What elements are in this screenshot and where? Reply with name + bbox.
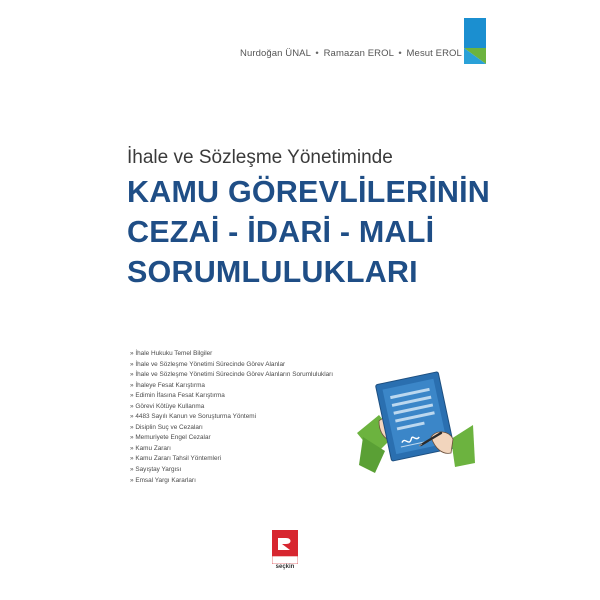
book-subtitle: İhale ve Sözleşme Yönetiminde bbox=[127, 147, 393, 168]
topic-item: » Emsal Yargı Kararları bbox=[130, 476, 333, 487]
book-cover bbox=[95, 10, 500, 590]
topic-item: » Kamu Zararı bbox=[130, 444, 333, 455]
publisher-name: seçkin bbox=[275, 564, 295, 570]
author-3: Mesut EROL bbox=[406, 48, 462, 59]
topic-item: » Edimin İfasına Fesat Karıştırma bbox=[130, 391, 333, 402]
topic-item: » Görevi Kötüye Kullanma bbox=[130, 402, 333, 413]
signing-document-illustration-icon bbox=[355, 355, 475, 485]
topic-item: » 4483 Sayılı Kanun ve Soruşturma Yöntemi bbox=[130, 412, 333, 423]
topic-item: » İhale Hukuku Temel Bilgiler bbox=[130, 349, 333, 360]
title-line-1: KAMU GÖREVLİLERİNİN bbox=[127, 175, 491, 209]
author-separator: • bbox=[315, 48, 319, 59]
author-2: Ramazan EROL bbox=[323, 48, 394, 59]
topic-item: » Disiplin Suç ve Cezaları bbox=[130, 423, 333, 434]
author-separator: • bbox=[398, 48, 402, 59]
topic-item: » Sayıştay Yargısı bbox=[130, 465, 333, 476]
topic-item: » İhale ve Sözleşme Yönetimi Sürecinde Görev Alanlar bbox=[130, 360, 333, 371]
title-line-3: SORUMLULUKLARI bbox=[127, 255, 418, 289]
topic-item: » İhaleye Fesat Karıştırma bbox=[130, 381, 333, 392]
book-title bbox=[127, 172, 490, 292]
topic-item: » Memuriyete Engel Cezalar bbox=[130, 433, 333, 444]
topic-item: » İhale ve Sözleşme Yönetimi Sürecinde Görev Alanların Sorumlulukları bbox=[130, 370, 333, 381]
topic-list bbox=[130, 349, 333, 486]
author-1: Nurdoğan ÜNAL bbox=[240, 48, 311, 59]
publisher-logo-icon bbox=[272, 530, 298, 564]
author-line bbox=[240, 48, 460, 59]
accent-stripe-icon bbox=[464, 18, 486, 64]
title-line-2: CEZAİ - İDARİ - MALİ bbox=[127, 215, 435, 249]
topic-item: » Kamu Zararı Tahsil Yöntemleri bbox=[130, 454, 333, 465]
